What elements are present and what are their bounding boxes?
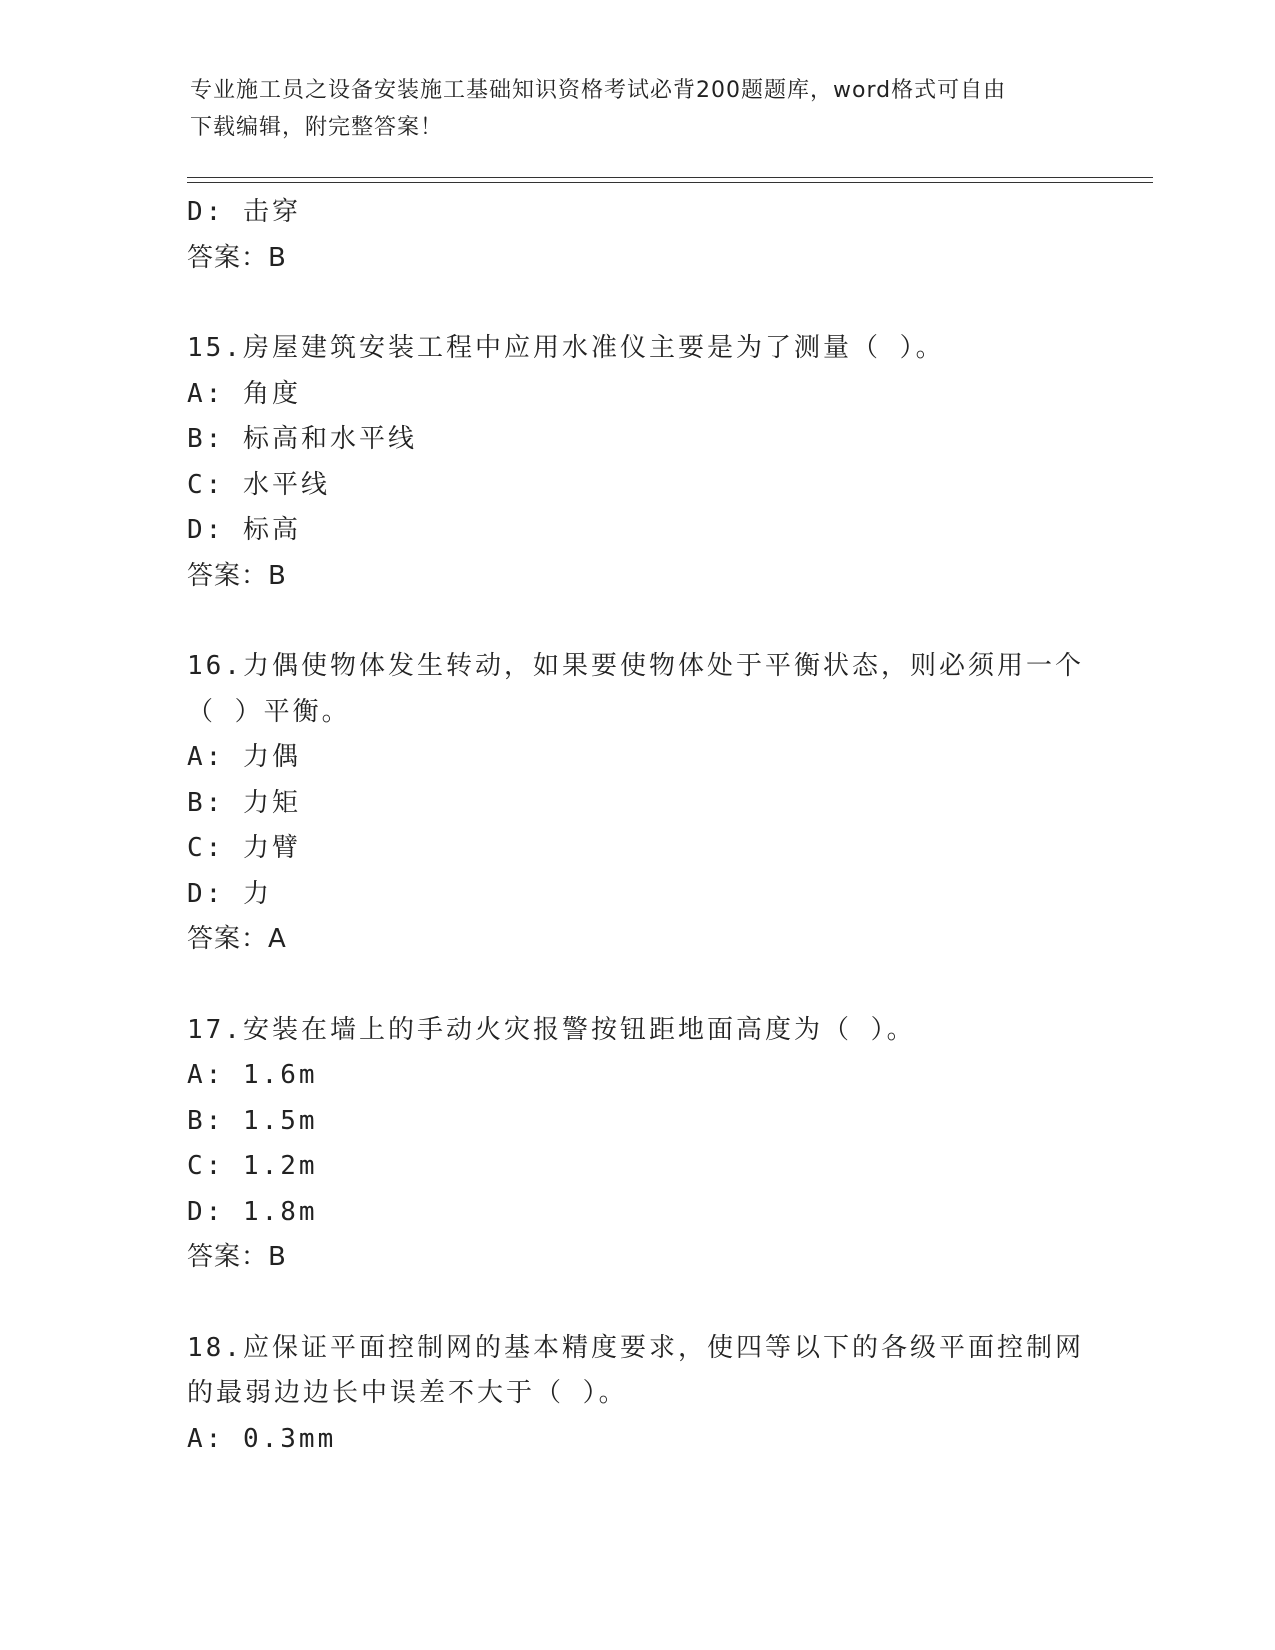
question-17-option-b: B: 1.5m: [187, 1105, 318, 1136]
question-16-answer: 答案：A: [187, 924, 287, 954]
question-15-stem: 15.房屋建筑安装工程中应用水准仪主要是为了测量（ ）。: [187, 333, 945, 363]
option-d: D: 击穿: [187, 197, 301, 227]
question-15-option-b: B: 标高和水平线: [187, 424, 417, 454]
header-line-1: 专业施工员之设备安装施工基础知识资格考试必背200题题库，word格式可自由: [190, 78, 1007, 103]
question-16-stem-line-2: （ ）平衡。: [187, 696, 351, 727]
question-17-option-a: A: 1.6m: [187, 1060, 318, 1090]
question-body: [187, 190, 1087, 1462]
question-17-stem: 17.安装在墙上的手动火灾报警按钮距地面高度为（ ）。: [187, 1014, 916, 1045]
answer-line: 答案：B: [187, 242, 287, 273]
question-16-option-d: D: 力: [187, 878, 272, 909]
question-15-option-d: D: 标高: [187, 515, 301, 545]
question-15-option-c: C: 水平线: [187, 469, 330, 500]
question-16-option-b: B: 力矩: [187, 787, 301, 818]
question-17-option-d: D: 1.8m: [187, 1196, 318, 1227]
document-header: [190, 72, 1070, 146]
question-18-stem-line-2: 的最弱边边长中误差不大于（ ）。: [187, 1378, 628, 1408]
question-16-stem-line-1: 16.力偶使物体发生转动，如果要使物体处于平衡状态，则必须用一个: [187, 651, 1084, 681]
question-17-answer: 答案：B: [187, 1242, 287, 1272]
question-16-option-c: C: 力臂: [187, 833, 301, 863]
question-16-option-a: A: 力偶: [187, 742, 301, 772]
header-divider-top: [187, 177, 1153, 178]
question-15-option-a: A: 角度: [187, 378, 301, 409]
header-divider-bottom: [187, 182, 1153, 183]
question-18-option-a: A: 0.3mm: [187, 1423, 337, 1454]
question-17-option-c: C: 1.2m: [187, 1151, 318, 1181]
header-line-2: 下载编辑，附完整答案！: [190, 115, 444, 140]
question-15-answer: 答案：B: [187, 560, 287, 591]
question-18-stem-line-1: 18.应保证平面控制网的基本精度要求，使四等以下的各级平面控制网: [187, 1332, 1084, 1363]
